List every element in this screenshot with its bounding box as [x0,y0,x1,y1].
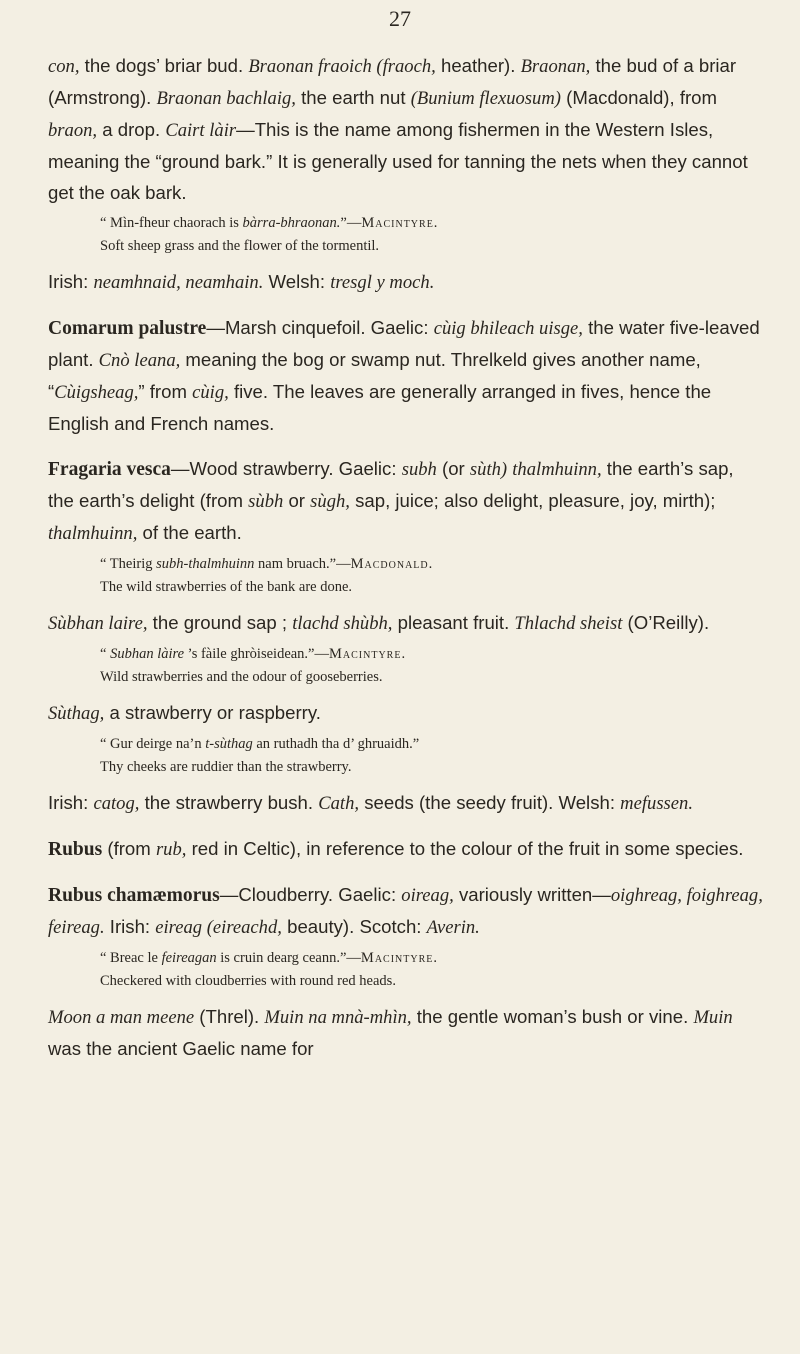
quote-macintyre-2: “ Subhan làire ’s fàile ghròiseidean.”—Macintyre. Wild strawberries and the odour of gooseberries. [100,646,407,685]
page-content [48,50,764,1064]
paragraph-braonan: con, the dogs’ briar bud. Braonan fraoich (fraoch, heather). Braonan, the bud of a briar (Armstrong). Braonan bachlaig, the earth nut (Bunium flexuosum) (Macdonald), from braon, a drop. Cairt làir—This is the name among fishermen in the Western Isles, meaning the “ground bark.” It is generally used for tanning the nets when they cannot get the oak bark. [48,55,748,203]
page-number: 27 [389,6,411,31]
paragraph-subhan: Sùbhan laire, the ground sap ; tlachd shùbh, pleasant fruit. Thlachd sheist (O’Reilly). [48,612,710,634]
quote-gur-deirge: “ Gur deirge na’n t-sùthag an ruthadh tha d’ ghruaidh.” Thy cheeks are ruddier than the strawberry. [100,736,420,775]
quote-macintyre-3: “ Breac le feireagan is cruin dearg ceann.”—Macintyre. Checkered with cloudberries with round red heads. [100,950,438,989]
paragraph-rubus-chamaemorus: Rubus chamæmorus—Cloudberry. Gaelic: oireag, variously written—oighreag, foighreag, feireag. Irish: eireag (eireachd, beauty). Scotch: Averin. [48,884,763,938]
paragraph-moon: Moon a man meene (Threl). Muin na mnà-mhìn, the gentle woman’s bush or vine. Muin was the ancient Gaelic name for [48,1006,733,1059]
paragraph-catog: Irish: catog, the strawberry bush. Cath, seeds (the seedy fruit). Welsh: mefussen. [48,792,693,814]
paragraph-fragaria: Fragaria vesca—Wood strawberry. Gaelic: subh (or sùth) thalmhuinn, the earth’s sap, the earth’s delight (from sùbh or sùgh, sap, juice; also delight, pleasure, joy, mirth); thalmhuinn, of the earth. [48,458,734,544]
quote-macdonald: “ Theirig subh-thalmhuinn nam bruach.”—Macdonald. The wild strawberries of the bank are done. [100,556,434,595]
paragraph-irish-welsh: Irish: neamhnaid, neamhain. Welsh: tresgl y moch. [48,271,435,293]
paragraph-comarum: Comarum palustre—Marsh cinquefoil. Gaelic: cùig bhileach uisge, the water five-leaved plant. Cnò leana, meaning the bog or swamp nut. Threlkeld gives another name, “Cùigsheag,” from cùig, five. The leaves are generally arranged in fives, hence the English and French names. [48,317,760,434]
paragraph-suthag: Sùthag, a strawberry or raspberry. [48,702,321,724]
paragraph-rubus: Rubus (from rub, red in Celtic), in reference to the colour of the fruit in some species. [48,838,744,860]
quote-macintyre-1: “ Mìn-fheur chaorach is bàrra-bhraonan.”—Macintyre. Soft sheep grass and the flower of the tormentil. [100,215,439,254]
